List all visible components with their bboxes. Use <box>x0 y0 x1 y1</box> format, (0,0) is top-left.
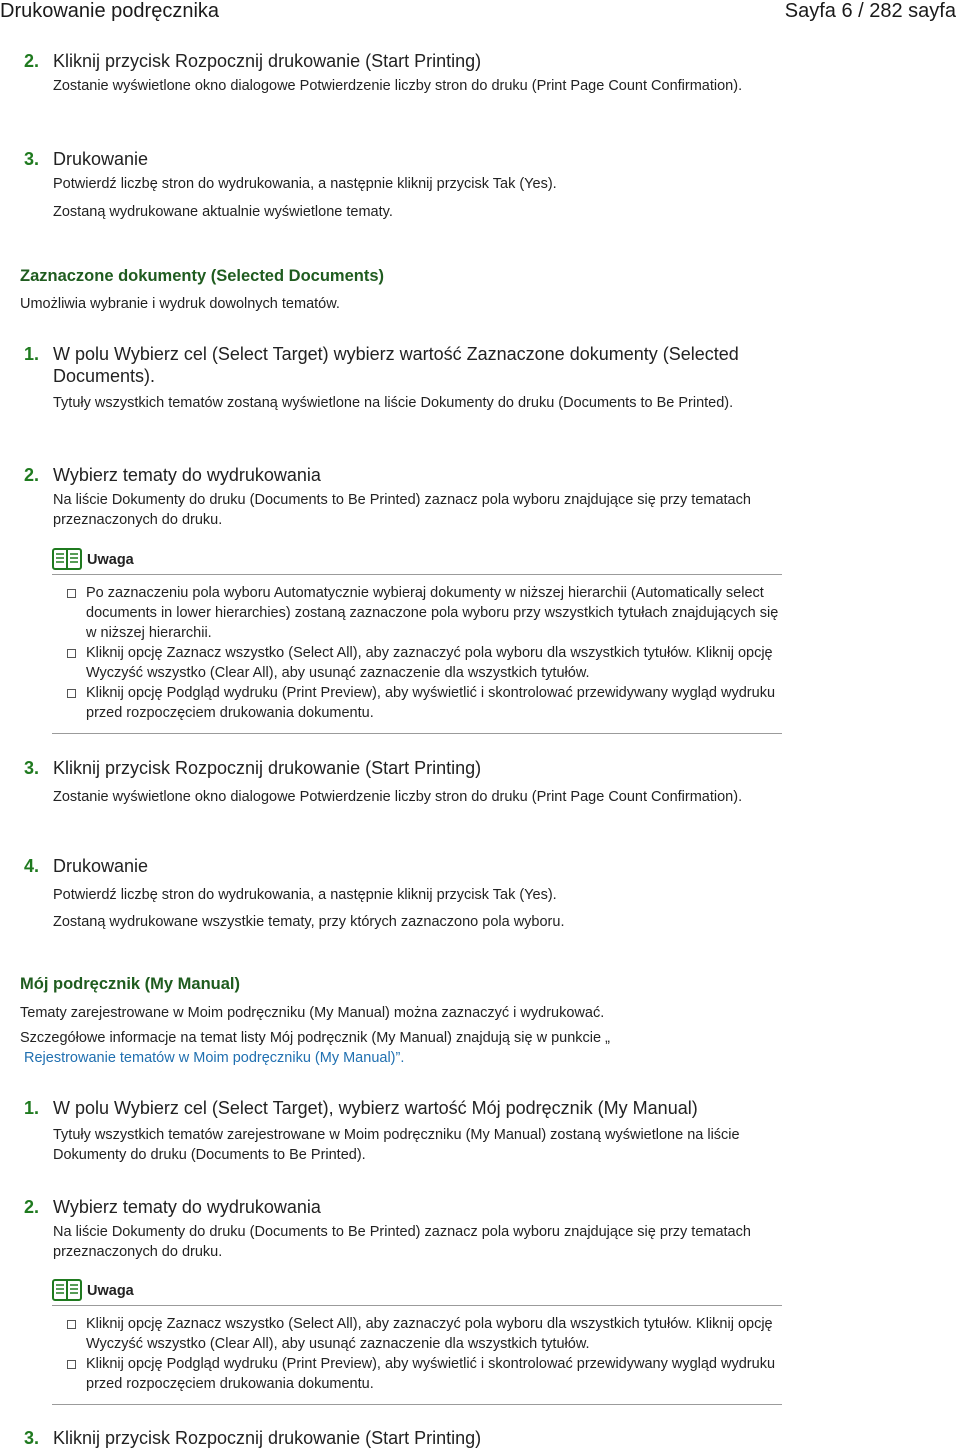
step-body <box>53 393 764 413</box>
note-book-icon <box>52 548 82 570</box>
step-title: Kliknij przycisk Rozpocznij drukowanie (Start Printing) <box>53 1428 482 1448</box>
step-number: 1. <box>24 1098 40 1118</box>
step-body <box>53 1222 764 1262</box>
note-item-text: Kliknij opcję Podgląd wydruku (Print Preview), aby wyświetlić i skontrolować przewidywany wygląd wydruku przed rozpoczęciem drukowania dokumentu. <box>86 1356 776 1392</box>
step-title: W polu Wybierz cel (Select Target) wybierz wartość Zaznaczone dokumenty (Selected Documents). <box>53 344 739 386</box>
step-title: Wybierz tematy do wydrukowania <box>53 1197 321 1217</box>
document-title: Drukowanie podręcznika <box>0 0 220 22</box>
bullet-icon <box>67 589 76 598</box>
step-text: Zostanie wyświetlone okno dialogowe Potwierdzenie liczby stron do druku (Print Page Count Confirmation). <box>53 78 743 94</box>
step-number: 2. <box>24 51 40 71</box>
step-text: Na liście Dokumenty do druku (Documents to Be Printed) zaznacz pola wyboru znajdujące się przy tematach przeznaczonych do druku. <box>53 492 751 528</box>
note-divider <box>52 733 782 734</box>
note-label: Uwaga <box>87 552 134 568</box>
step-choose-topics-my-manual <box>24 1196 764 1262</box>
page-indicator: Sayfa 6 / 282 sayfa <box>784 0 956 22</box>
note-item <box>52 1314 782 1354</box>
step-text: Zostaną wydrukowane wszystkie tematy, przy których zaznaczono pola wyboru. <box>53 914 565 930</box>
step-choose-topics <box>24 464 764 530</box>
step-number: 1. <box>24 344 40 364</box>
bullet-icon <box>67 1360 76 1369</box>
section-reference <box>20 1028 720 1068</box>
step-title: Wybierz tematy do wydrukowania <box>53 465 321 485</box>
step-number: 3. <box>24 758 40 778</box>
step-select-my-manual <box>24 1097 764 1165</box>
bullet-icon <box>67 689 76 698</box>
step-start-printing-my-manual <box>24 1427 764 1449</box>
section-description: Tematy zarejestrowane w Moim podręczniku (My Manual) można zaznaczyć i wydrukować. <box>20 1005 605 1021</box>
reference-text: Szczegółowe informacje na temat listy Mój podręcznik (My Manual) znajdują się w punkcie „ <box>20 1030 610 1046</box>
note-list <box>52 583 782 723</box>
note-label: Uwaga <box>87 1283 134 1299</box>
step-printing <box>24 855 764 932</box>
step-text: Na liście Dokumenty do druku (Documents to Be Printed) zaznacz pola wyboru znajdujące się przy tematach przeznaczonych do druku. <box>53 1224 751 1260</box>
step-title: Kliknij przycisk Rozpocznij drukowanie (Start Printing) <box>53 758 482 778</box>
note-item-text: Kliknij opcję Zaznacz wszystko (Select All), aby zaznaczyć pola wyboru dla wszystkich tytułów. Kliknij opcję Wyczyść wszystko (Clear All), aby usunąć zaznaczenie dla wszystkich tytułów. <box>86 645 773 681</box>
step-number: 2. <box>24 1197 40 1217</box>
step-title: Drukowanie <box>53 149 149 169</box>
note-header <box>52 1279 782 1306</box>
step-text: Zostaną wydrukowane aktualnie wyświetlone tematy. <box>53 204 393 220</box>
note-item <box>52 583 782 643</box>
step-body <box>53 885 764 932</box>
note-box <box>52 548 782 734</box>
step-body <box>53 174 764 222</box>
note-item-text: Po zaznaczeniu pola wyboru Automatycznie wybieraj dokumenty w niższej hierarchii (Automatically select documents in lower hierarchies) zostaną zaznaczone pola wyboru przy wszystkich tytułach znajdujących się w niższej hierarchii. <box>86 585 779 641</box>
step-start-printing <box>24 757 764 807</box>
step-number: 2. <box>24 465 40 485</box>
step-number: 4. <box>24 856 40 876</box>
step-printing-top <box>24 148 764 222</box>
page-header <box>0 0 960 32</box>
bullet-icon <box>67 1320 76 1329</box>
section-heading-selected-documents: Zaznaczone dokumenty (Selected Documents) <box>20 267 384 285</box>
step-body <box>53 1125 764 1165</box>
step-title: W polu Wybierz cel (Select Target), wybierz wartość Mój podręcznik (My Manual) <box>53 1098 698 1118</box>
note-item-text: Kliknij opcję Podgląd wydruku (Print Preview), aby wyświetlić i skontrolować przewidywany wygląd wydruku przed rozpoczęciem drukowania dokumentu. <box>86 685 776 721</box>
note-item <box>52 643 782 683</box>
step-text: Tytuły wszystkich tematów zostaną wyświetlone na liście Dokumenty do druku (Documents to Be Printed). <box>53 395 734 411</box>
note-item <box>52 683 782 723</box>
step-body <box>53 76 764 96</box>
step-text: Tytuły wszystkich tematów zarejestrowane w Moim podręczniku (My Manual) zostaną wyświetlone na liście Dokumenty do druku (Documents to Be Printed). <box>53 1127 740 1163</box>
note-header <box>52 548 782 575</box>
note-list <box>52 1314 782 1394</box>
section-description: Umożliwia wybranie i wydruk dowolnych tematów. <box>20 296 340 312</box>
note-book-icon <box>52 1279 82 1301</box>
note-item <box>52 1354 782 1394</box>
step-select-target <box>24 343 764 413</box>
register-topics-link[interactable]: Rejestrowanie tematów w Moim podręczniku (My Manual) <box>24 1050 396 1066</box>
step-number: 3. <box>24 1428 40 1448</box>
step-title: Drukowanie <box>53 856 149 876</box>
note-box <box>52 1279 782 1405</box>
reference-suffix: ”. <box>395 1050 405 1066</box>
step-body <box>53 490 764 530</box>
note-item-text: Kliknij opcję Zaznacz wszystko (Select All), aby zaznaczyć pola wyboru dla wszystkich tytułów. Kliknij opcję Wyczyść wszystko (Clear All), aby usunąć zaznaczenie dla wszystkich tytułów. <box>86 1316 773 1352</box>
step-text: Zostanie wyświetlone okno dialogowe Potwierdzenie liczby stron do druku (Print Page Count Confirmation). <box>53 789 743 805</box>
step-number: 3. <box>24 149 40 169</box>
step-body <box>53 787 764 807</box>
step-text: Potwierdź liczbę stron do wydrukowania, a następnie kliknij przycisk Tak (Yes). <box>53 176 557 192</box>
step-title: Kliknij przycisk Rozpocznij drukowanie (Start Printing) <box>53 51 482 71</box>
note-divider <box>52 1404 782 1405</box>
section-heading-my-manual: Mój podręcznik (My Manual) <box>20 975 241 993</box>
bullet-icon <box>67 649 76 658</box>
step-start-printing-top <box>24 50 764 96</box>
step-text: Potwierdź liczbę stron do wydrukowania, a następnie kliknij przycisk Tak (Yes). <box>53 887 557 903</box>
